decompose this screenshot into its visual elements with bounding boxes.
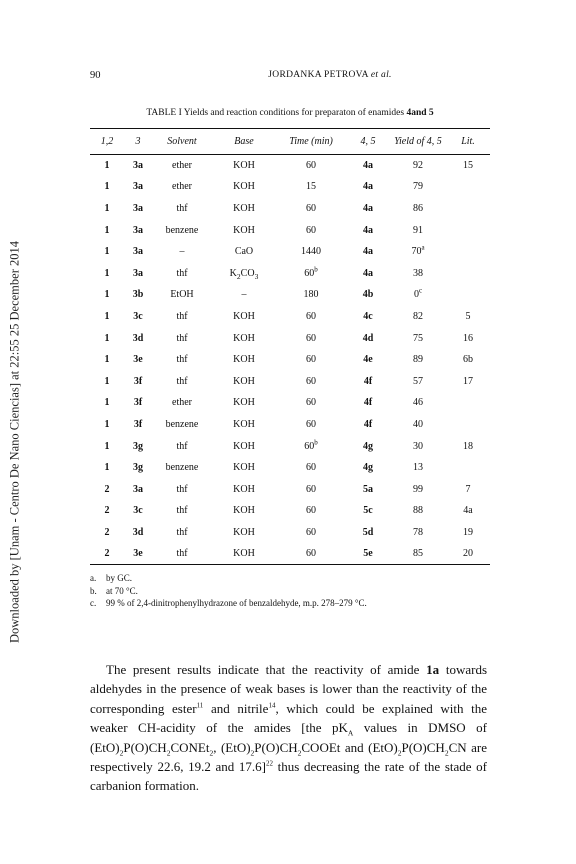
cell-time: 60 bbox=[306, 505, 316, 517]
cell-solvent: thf bbox=[176, 505, 188, 517]
cell-lit bbox=[446, 392, 490, 414]
cell-solvent: – bbox=[179, 246, 185, 258]
cell-base: KOH bbox=[233, 462, 255, 474]
cell-lit bbox=[446, 262, 490, 284]
footnote bbox=[90, 585, 490, 598]
cell-base: KOH bbox=[233, 354, 255, 366]
cell-base: KOH bbox=[233, 397, 255, 409]
table-row bbox=[90, 349, 490, 371]
cell-solvent: EtOH bbox=[170, 289, 194, 301]
cell-amide: 1 bbox=[104, 418, 110, 430]
cell-time: 60 bbox=[306, 462, 316, 474]
table-row bbox=[90, 414, 490, 436]
table-row bbox=[90, 155, 490, 177]
cell-aldehyde: 3a bbox=[133, 181, 143, 193]
cell-aldehyde: 3f bbox=[133, 418, 143, 430]
table-footnotes bbox=[90, 572, 490, 610]
cell-time: 60 bbox=[306, 160, 316, 172]
table-row bbox=[90, 327, 490, 349]
cell-solvent: ether bbox=[172, 397, 192, 409]
running-head-etal: et al. bbox=[370, 70, 392, 80]
cell-base: KOH bbox=[233, 375, 255, 387]
cell-lit bbox=[446, 219, 490, 241]
cell-product: 4f bbox=[363, 375, 373, 387]
cell-aldehyde: 3a bbox=[133, 246, 143, 258]
cell-yield: 40 bbox=[413, 418, 423, 430]
table-row bbox=[90, 392, 490, 414]
cell-aldehyde: 3d bbox=[132, 332, 144, 344]
cell-time: 60 bbox=[306, 418, 316, 430]
cell-lit: 4a bbox=[463, 505, 473, 517]
cell-product: 5c bbox=[363, 505, 373, 517]
cell-lit: 16 bbox=[463, 332, 473, 344]
cell-aldehyde: 3g bbox=[133, 440, 143, 452]
cell-product: 4g bbox=[363, 462, 373, 474]
citation-ref: 11 bbox=[196, 701, 204, 710]
cell-product: 4a bbox=[363, 224, 373, 236]
cell-product: 4f bbox=[363, 397, 373, 409]
cell-lit: 19 bbox=[463, 526, 473, 538]
col-header-amide: 1,2 bbox=[90, 129, 124, 155]
cell-solvent: thf bbox=[176, 375, 188, 387]
footnote-mark: b. bbox=[90, 585, 97, 596]
cell-time: 60 bbox=[306, 202, 316, 214]
footnote bbox=[90, 572, 490, 585]
footnote-text: by GC. bbox=[106, 573, 133, 583]
cell-yield: 82 bbox=[413, 310, 423, 322]
cell-aldehyde: 3a bbox=[133, 224, 143, 236]
compound-ref: 1a bbox=[426, 662, 440, 677]
cell-product: 4a bbox=[363, 160, 373, 172]
cell-aldehyde: 3d bbox=[132, 526, 144, 538]
cell-amide: 1 bbox=[104, 332, 110, 344]
cell-amide: 2 bbox=[90, 543, 124, 565]
table-row bbox=[90, 435, 490, 457]
cell-time: 60$^b$ bbox=[304, 438, 318, 452]
cell-amide: 1 bbox=[104, 440, 110, 452]
table-row bbox=[90, 478, 490, 500]
table-row bbox=[90, 241, 490, 263]
cell-solvent: benzene bbox=[165, 224, 199, 236]
col-header-time: Time (min) bbox=[276, 129, 346, 155]
cell-product: 5d bbox=[362, 526, 374, 538]
running-head-authors: JORDANKA PETROVA bbox=[268, 70, 369, 80]
table-row bbox=[90, 176, 490, 198]
cell-yield: 86 bbox=[413, 202, 423, 214]
cell-product: 4b bbox=[362, 289, 374, 301]
cell-solvent: thf bbox=[176, 310, 188, 322]
table-caption-text: Yields and reaction conditions for preparaton of enamides bbox=[183, 108, 405, 118]
cell-base: $K_2CO_3$ bbox=[229, 267, 259, 281]
table-row bbox=[90, 219, 490, 241]
cell-yield: 78 bbox=[413, 526, 423, 538]
cell-solvent: thf bbox=[176, 526, 188, 538]
cell-yield: 0$^c$ bbox=[413, 287, 423, 301]
citation-ref: 14 bbox=[268, 701, 276, 710]
cell-product: 4a bbox=[363, 267, 373, 279]
cell-time: 15 bbox=[306, 181, 316, 193]
cell-yield: 91 bbox=[413, 224, 423, 236]
cell-amide: 1 bbox=[104, 181, 110, 193]
table-caption bbox=[90, 108, 490, 118]
table-row bbox=[90, 198, 490, 220]
download-watermark bbox=[0, 0, 30, 864]
cell-base: KOH bbox=[233, 202, 255, 214]
footnote-text: 99 % of 2,4-dinitrophenylhydrazone of benzaldehyde, m.p. 278–279 °C. bbox=[106, 598, 367, 608]
cell-base: KOH bbox=[233, 332, 255, 344]
cell-base: CaO bbox=[234, 246, 254, 258]
cell-lit bbox=[446, 241, 490, 263]
cell-base: KOH bbox=[233, 505, 255, 517]
cell-lit: 6b bbox=[463, 354, 473, 366]
cell-yield: 89 bbox=[413, 354, 423, 366]
cell-time: 60 bbox=[306, 224, 316, 236]
cell-time: 60 bbox=[306, 310, 316, 322]
cell-product: 4e bbox=[363, 354, 373, 366]
cell-amide: 1 bbox=[104, 246, 110, 258]
table-row bbox=[90, 543, 490, 565]
cell-yield: 88 bbox=[413, 505, 423, 517]
cell-amide: 1 bbox=[104, 160, 110, 172]
cell-amide: 2 bbox=[104, 526, 110, 538]
cell-time: 60$^b$ bbox=[304, 265, 318, 279]
cell-base: KOH bbox=[233, 418, 255, 430]
table-row bbox=[90, 284, 490, 306]
cell-yield: 70$^a$ bbox=[411, 243, 425, 258]
cell-lit bbox=[446, 414, 490, 436]
table-row bbox=[90, 370, 490, 392]
cell-aldehyde: 3e bbox=[124, 543, 152, 565]
cell-lit: 20 bbox=[446, 543, 490, 565]
cell-amide: 1 bbox=[104, 375, 110, 387]
cell-solvent: thf bbox=[176, 354, 188, 366]
paragraph-text: The present results indicate that the reactivity of amide 1a towards aldehydes in the presence of weak bases is lower than the reactivity of the corresponding ester$^{11}$ and nitrile$^{14}$, which could be explained with the weaker CH-acidity of the amides [the $pK_A$ values in DMSO of $(EtO)_2P(O)CH_2CONEt_2$, $(EtO)_2P(O)CH_2COOEt$ and $(EtO)_2P(O)CH_2CN$ are respectively 22.6, 19.2 and 17.6]$^{22}$ thus decreasing the rate of the stade of carbanion formation. bbox=[90, 662, 488, 794]
cell-solvent: thf bbox=[176, 267, 188, 279]
cell-amide: 2 bbox=[104, 483, 110, 495]
table-row bbox=[90, 500, 490, 522]
cell-product: 4d bbox=[362, 332, 374, 344]
col-header-aldehyde: 3 bbox=[124, 129, 152, 155]
cell-aldehyde: 3b bbox=[132, 289, 144, 301]
cell-base: KOH bbox=[233, 181, 255, 193]
cell-time: 60 bbox=[306, 354, 316, 366]
cell-base: KOH bbox=[233, 483, 255, 495]
cell-base: KOH bbox=[233, 526, 255, 538]
cell-amide: 1 bbox=[104, 354, 110, 366]
cell-lit: 5 bbox=[465, 310, 471, 322]
cell-amide: 1 bbox=[104, 289, 110, 301]
cell-aldehyde: 3a bbox=[133, 160, 143, 172]
cell-aldehyde: 3a bbox=[133, 267, 143, 279]
cell-time: 60 bbox=[306, 375, 316, 387]
table-header-row bbox=[90, 129, 490, 155]
cell-aldehyde: 3c bbox=[133, 310, 143, 322]
citation-ref: 22 bbox=[265, 759, 273, 768]
page-number: 90 bbox=[90, 70, 101, 81]
cell-yield: 79 bbox=[413, 181, 423, 193]
cell-yield: 75 bbox=[413, 332, 423, 344]
cell-product: 4a bbox=[363, 246, 373, 258]
cell-aldehyde: 3a bbox=[133, 202, 143, 214]
table-caption-compounds: 4and 5 bbox=[406, 108, 434, 118]
cell-base: KOH bbox=[233, 160, 255, 172]
cell-time: 1440 bbox=[301, 246, 321, 258]
cell-base: KOH bbox=[233, 224, 255, 236]
cell-solvent: ether bbox=[172, 181, 192, 193]
col-header-product: 4, 5 bbox=[346, 129, 390, 155]
cell-lit bbox=[446, 176, 490, 198]
cell-aldehyde: 3a bbox=[133, 483, 143, 495]
cell-base: KOH bbox=[233, 310, 255, 322]
col-header-base: Base bbox=[212, 129, 276, 155]
cell-lit bbox=[446, 198, 490, 220]
cell-amide: 1 bbox=[104, 267, 110, 279]
cell-product: 5a bbox=[363, 483, 373, 495]
cell-solvent: thf bbox=[176, 440, 188, 452]
cell-amide: 1 bbox=[104, 224, 110, 236]
cell-solvent: thf bbox=[176, 202, 188, 214]
table-row bbox=[90, 262, 490, 284]
cell-time: 60 bbox=[276, 543, 346, 565]
footnote-mark: c. bbox=[90, 598, 97, 608]
cell-yield: 57 bbox=[413, 375, 423, 387]
results-table bbox=[90, 128, 490, 565]
table-row bbox=[90, 457, 490, 479]
cell-amide: 1 bbox=[104, 397, 110, 409]
col-header-yield: Yield of 4, 5 bbox=[390, 129, 446, 155]
footnote-mark: a. bbox=[90, 573, 97, 583]
cell-yield: 46 bbox=[413, 397, 423, 409]
cell-base: – bbox=[241, 289, 247, 301]
footnote-text: at 70 °C. bbox=[106, 585, 138, 596]
cell-solvent: thf bbox=[176, 483, 188, 495]
download-notice: Downloaded by [Unam - Centro De Nano Ciencias] at 22:55 25 December 2014 bbox=[7, 241, 22, 643]
cell-lit: 15 bbox=[463, 160, 473, 172]
cell-base: KOH bbox=[212, 543, 276, 565]
cell-yield: 38 bbox=[413, 267, 423, 279]
cell-product: 4a bbox=[363, 202, 373, 214]
cell-solvent: benzene bbox=[165, 418, 199, 430]
cell-yield: 99 bbox=[413, 483, 423, 495]
table-caption-label: TABLE I bbox=[146, 108, 182, 118]
footnote bbox=[90, 597, 490, 610]
cell-lit: 7 bbox=[465, 483, 471, 495]
cell-base: KOH bbox=[233, 440, 255, 452]
cell-lit bbox=[446, 284, 490, 306]
cell-aldehyde: 3f bbox=[133, 375, 143, 387]
cell-yield: 92 bbox=[413, 160, 423, 172]
cell-aldehyde: 3e bbox=[133, 354, 143, 366]
cell-lit: 18 bbox=[463, 440, 473, 452]
cell-product: 4c bbox=[363, 310, 373, 322]
cell-amide: 2 bbox=[104, 505, 110, 517]
cell-amide: 1 bbox=[104, 310, 110, 322]
cell-amide: 1 bbox=[104, 462, 110, 474]
cell-time: 60 bbox=[306, 332, 316, 344]
cell-lit: 17 bbox=[463, 375, 473, 387]
table-row bbox=[90, 306, 490, 328]
col-header-solvent: Solvent bbox=[152, 129, 212, 155]
cell-aldehyde: 3g bbox=[133, 462, 143, 474]
cell-product: 4g bbox=[363, 440, 373, 452]
cell-amide: 1 bbox=[104, 202, 110, 214]
cell-solvent: ether bbox=[172, 160, 192, 172]
cell-product: 5e bbox=[346, 543, 390, 565]
table-row bbox=[90, 522, 490, 544]
cell-yield: 13 bbox=[413, 462, 423, 474]
cell-time: 180 bbox=[303, 289, 319, 301]
body-paragraph bbox=[90, 660, 487, 796]
running-head bbox=[210, 70, 450, 80]
cell-time: 60 bbox=[306, 397, 316, 409]
col-header-lit: Lit. bbox=[446, 129, 490, 155]
table-body bbox=[90, 155, 490, 565]
cell-aldehyde: 3f bbox=[133, 397, 143, 409]
cell-solvent: benzene bbox=[165, 462, 199, 474]
cell-aldehyde: 3c bbox=[133, 505, 143, 517]
cell-product: 4a bbox=[363, 181, 373, 193]
cell-time: 60 bbox=[306, 526, 316, 538]
cell-time: 60 bbox=[306, 483, 316, 495]
cell-yield: 85 bbox=[390, 543, 446, 565]
cell-product: 4f bbox=[363, 418, 373, 430]
cell-lit bbox=[446, 457, 490, 479]
cell-solvent: thf bbox=[152, 543, 212, 565]
cell-solvent: thf bbox=[176, 332, 188, 344]
cell-yield: 30 bbox=[413, 440, 423, 452]
